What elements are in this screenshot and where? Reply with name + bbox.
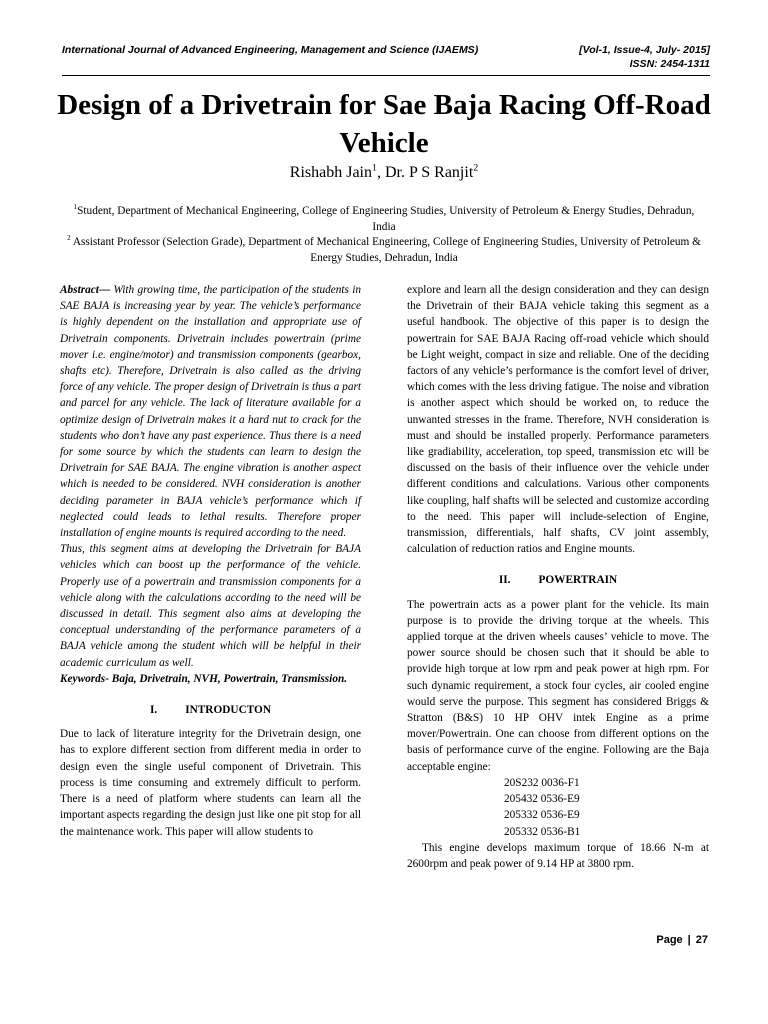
author-1: Rishabh Jain bbox=[289, 164, 372, 181]
abstract-paragraph-1 bbox=[60, 282, 361, 541]
intro-number: I. bbox=[149, 704, 158, 717]
powertrain-title: POWERTRAIN bbox=[538, 574, 618, 587]
intro-title: INTRODUCTON bbox=[185, 704, 272, 717]
page-footer bbox=[656, 934, 708, 946]
journal-name: International Journal of Advanced Engineering, Management and Science (IJAEMS) bbox=[62, 44, 479, 56]
keywords-label: Keywords- bbox=[60, 672, 109, 685]
powertrain-number: II. bbox=[498, 574, 511, 587]
affiliation-2 bbox=[58, 234, 710, 266]
affiliation-2-text: Assistant Professor (Selection Grade), Department of Mechanical Engineering, College of Engineering Studies, University of Petroleum & Energy Studies, Dehradun, India bbox=[72, 236, 701, 264]
author-separator: , bbox=[376, 164, 385, 181]
affiliation-2-sup: 2 bbox=[67, 234, 71, 243]
abstract-label: Abstract— bbox=[60, 284, 111, 296]
engine-item: 205332 0536-E9 bbox=[504, 809, 580, 822]
intro-paragraph-2: explore and learn all the design consideration and they can design the Drivetrain of their BAJA vehicle taking this segment as a useful handbook. The objective of this paper is to design the powertrain for SAE BAJA Racing off-road vehicle which should be Light weight, compact in size and reliable. One of the deciding factors of any vehicle’s performance is the comfort level of driver, which comes with the less driving fatigue. The noise and vibration is another aspect which should be worked on, to reduce the unwanted stresses in the frame. Therefore, NVH consideration is must and should be installed properly. Performance parameters like gradiability, acceleration, top speed, transmission etc will be discussed on the basis of their influence over the vehicle under different conditions and calculations. Various other components like coupling, half shafts will be selected and customize according to the need. This paper will include-selection of Engine, transmission, differentials, half shafts, CV joint assembly, calculation of reduction ratios and Engine mounts. bbox=[407, 284, 709, 556]
author-2: Dr. P S Ranjit bbox=[384, 164, 474, 181]
engine-item: 205432 0536-E9 bbox=[504, 793, 580, 806]
author-line bbox=[0, 164, 768, 182]
affiliation-1 bbox=[68, 203, 700, 235]
intro-paragraph-1: Due to lack of literature integrity for the Drivetrain design, one has to explore different section from different media in order to design even the single useful component of Drivetrain. This process is time consuming and extremely difficult to perform. There is a need of platform where students can learn all the important aspects regarding the design just like one pit stop for all the maintenance work. This paper will allow students to bbox=[60, 728, 361, 838]
engine-list bbox=[407, 775, 709, 840]
author-2-sup: 2 bbox=[473, 162, 479, 174]
right-column bbox=[407, 282, 709, 872]
paper-title: Design of a Drivetrain for Sae Baja Racing Off-Road Vehicle bbox=[57, 89, 711, 159]
footer-separator: | bbox=[687, 934, 691, 946]
affiliation-1-sup: 1 bbox=[73, 203, 78, 212]
abstract-paragraph-2: Thus, this segment aims at developing the Drivetrain for BAJA vehicles which can boost up the performance of the vehicle. Properly use of a powertrain and transmission components for a vehicle along with the calculations according to the need will be discussed in detail. This segment also aims at developing the conceptual understanding of the performance parameters of a BAJA vehicle among the student which will be helpful in their academic curriculum as well. bbox=[60, 543, 361, 669]
intro-heading bbox=[60, 702, 361, 718]
powertrain-paragraph-2: This engine develops maximum torque of 18.66 N-m at 2600rpm and peak power of 9.14 HP at 3800 rpm. bbox=[407, 841, 709, 870]
running-header bbox=[62, 44, 710, 78]
left-column bbox=[60, 282, 361, 840]
engine-item: 20S232 0036-F1 bbox=[504, 776, 580, 789]
volume-issue: [Vol-1, Issue-4, July- 2015] bbox=[579, 44, 710, 56]
page-number: 27 bbox=[695, 934, 708, 946]
abstract-text-1: With growing time, the participation of the students in SAE BAJA is increasing year by year. The vehicle’s performance is highly dependent on the installation and appropriate use of Drivetrain components. Drivetrain includes powertrain (prime mover i.e. engine/motor) and transmission components (gearbox, shafts etc). Therefore, Drivetrain is also called as the driving force of any vehicle. The proper design of Drivetrain is thus a part and parcel for any vehicle. The lack of literature available for a optimize design of Drivetrain makes it a hard nut to crack for the students who don’t have any past experience. Thus there is a need for some source by which the students can learn to design the Drivetrain for SAE BAJA. The engine vibration is another aspect which is needed to be considered. NVH consideration is another deciding parameter in BAJA vehicle’s performance which if neglected could leads to lethal results. Therefore proper installation of engine mounts is required according to the need. bbox=[60, 284, 361, 540]
keywords bbox=[60, 671, 361, 687]
engine-item: 205332 0536-B1 bbox=[504, 825, 581, 838]
powertrain-paragraph-1: The powertrain acts as a power plant for the vehicle. Its main purpose is to provide the driving torque at the wheels. This applied torque at the driven wheels causes’ vehicle to move. The power source should be chosen such that it should be able to provide high torque at low rpm and peak power at high rpm. For such dynamic requirement, a stock four cycles, air cooled engine would serve the purpose. This segment has considered Briggs & Stratton (B&S) 10 HP OHV intek Engine as a prime mover/Powertrain. One can choose from different options on the basis of performance curve of the engine. Following are the Baja acceptable engine: bbox=[407, 598, 709, 773]
page-label: Page bbox=[656, 934, 683, 946]
header-rule bbox=[62, 75, 710, 76]
affiliation-1-text: Student, Department of Mechanical Engineering, College of Engineering Studies, University of Petroleum & Energy Studies, Dehradun, India bbox=[77, 205, 695, 233]
keywords-text: Baja, Drivetrain, NVH, Powertrain, Transmission. bbox=[111, 672, 348, 685]
author-1-sup: 1 bbox=[372, 162, 377, 174]
issn: ISSN: 2454-1311 bbox=[629, 58, 710, 70]
powertrain-heading bbox=[407, 572, 709, 588]
